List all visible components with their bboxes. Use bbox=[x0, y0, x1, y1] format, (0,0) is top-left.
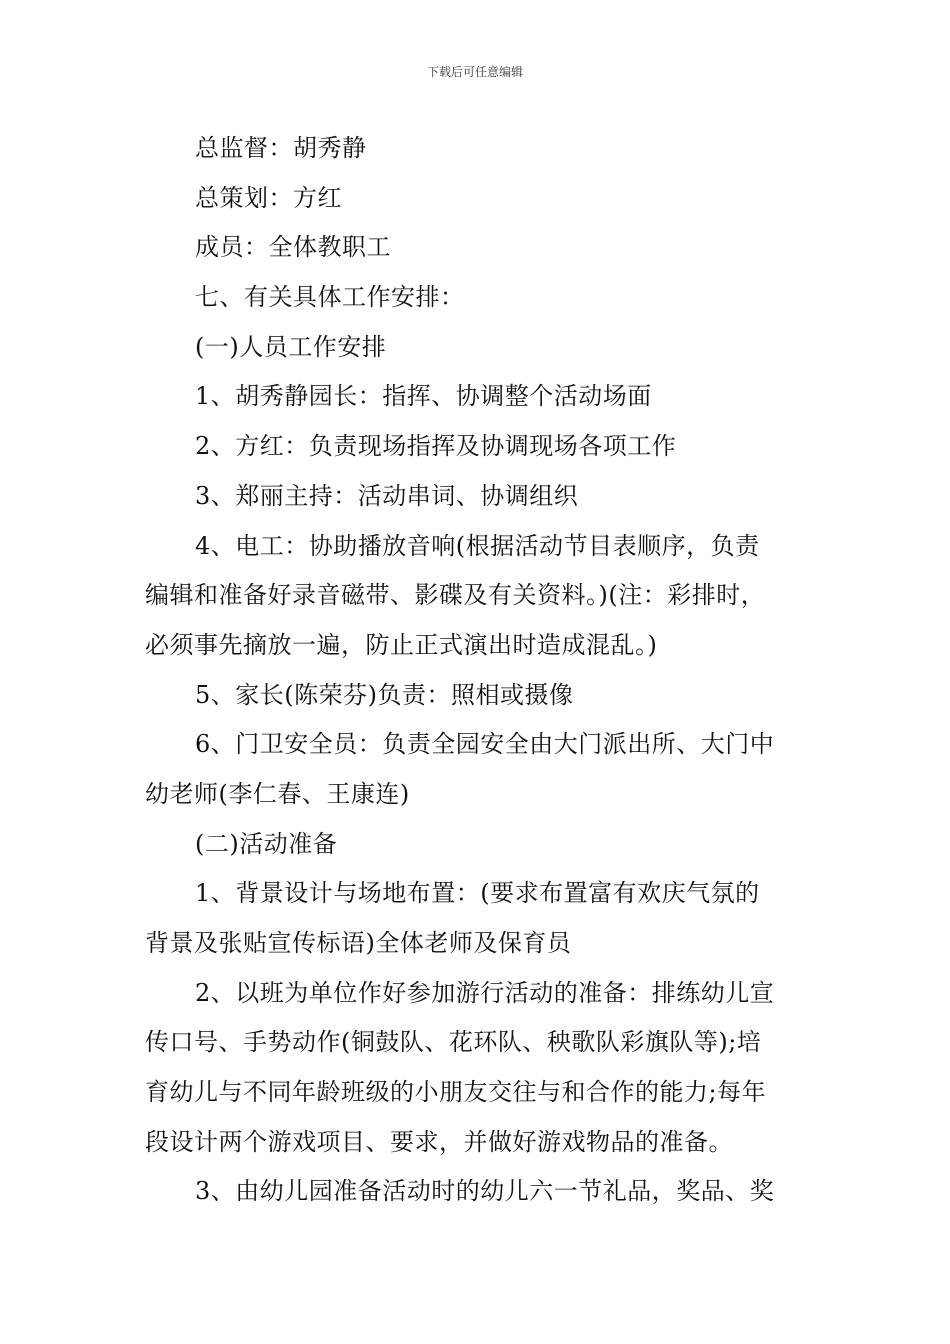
text-line: 背景及张贴宣传标语)全体老师及保育员 bbox=[145, 929, 572, 957]
text-line: 总策划：方红 bbox=[195, 183, 342, 212]
text-line: 编辑和准备好录音磁带、影碟及有关资料。)(注：彩排时， bbox=[145, 581, 766, 610]
text-line: 必须事先摘放一遍，防止正式演出时造成混乱。) bbox=[145, 630, 658, 659]
list-item: 3、郑丽主持：活动串词、协调组织 bbox=[195, 481, 579, 510]
list-item: 6、门卫安全员：负责全园安全由大门派出所、大门中 bbox=[195, 730, 775, 759]
list-item: 1、胡秀静园长：指挥、协调整个活动场面 bbox=[195, 382, 652, 411]
list-item: 1、背景设计与场地布置：(要求布置富有欢庆气氛的 bbox=[195, 879, 760, 908]
text-line: 传口号、手势动作(铜鼓队、花环队、秧歌队彩旗队等);培 bbox=[145, 1028, 762, 1057]
text-line: 段设计两个游戏项目、要求，并做好游戏物品的准备。 bbox=[145, 1127, 733, 1156]
list-item: 2、以班为单位作好参加游行活动的准备：排练幼儿宣 bbox=[195, 978, 775, 1007]
text-line: 总监督：胡秀静 bbox=[195, 134, 367, 162]
subsection-heading: (二)活动准备 bbox=[195, 829, 338, 858]
list-item: 4、电工：协助播放音响(根据活动节目表顺序，负责 bbox=[195, 531, 760, 560]
text-line: 幼老师(李仁春、王康连) bbox=[145, 779, 410, 808]
section-heading: 七、有关具体工作安排： bbox=[195, 283, 465, 312]
list-item: 5、家长(陈荣芬)负责：照相或摄像 bbox=[195, 680, 574, 709]
page-header: 下载后可任意编辑 bbox=[426, 65, 523, 79]
text-line: 育幼儿与不同年龄班级的小朋友交往与和合作的能力;每年 bbox=[145, 1078, 767, 1107]
list-item: 2、方红：负责现场指挥及协调现场各项工作 bbox=[195, 432, 677, 461]
text-line: 成员：全体教职工 bbox=[195, 233, 391, 262]
document-body bbox=[145, 124, 810, 1217]
subsection-heading: (一)人员工作安排 bbox=[195, 332, 387, 361]
list-item: 3、由幼儿园准备活动时的幼儿六一节礼品，奖品、奖 bbox=[195, 1177, 775, 1206]
